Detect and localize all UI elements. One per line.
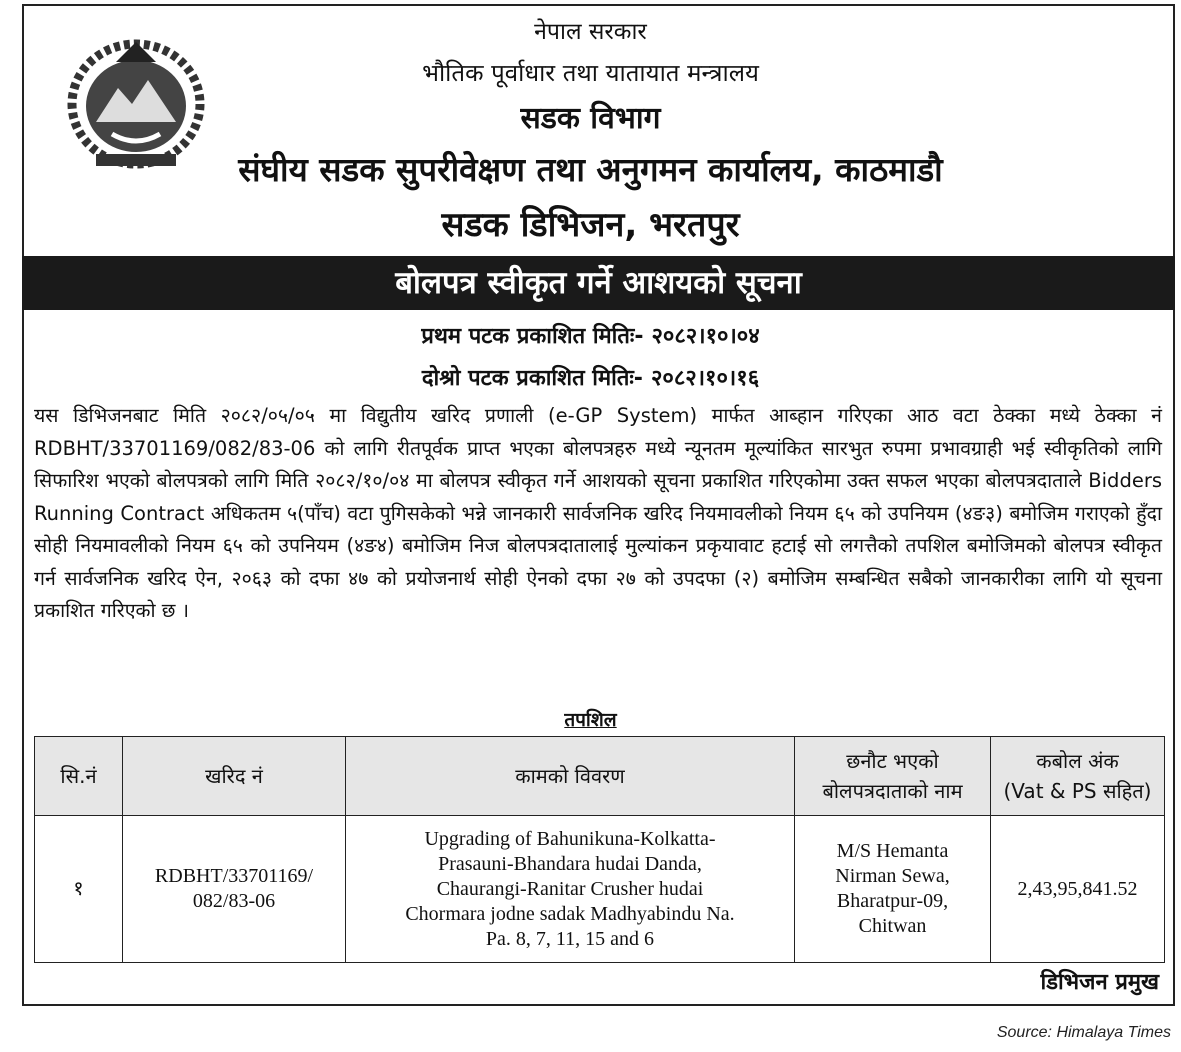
header-office: संघीय सडक सुपरीवेक्षण तथा अनुगमन कार्यालय, काठमाडौ (238, 150, 943, 189)
first-publication (0, 320, 1181, 350)
header-department: सडक विभाग (520, 101, 661, 136)
source-credit: Source: Himalaya Times (996, 1024, 1171, 1041)
second-publication-date: २०८२।१०।१६ (650, 366, 760, 391)
header-work-description: कामको विवरण (346, 737, 795, 816)
cell-sn: १ (35, 816, 123, 963)
header-sn: सि.नं (35, 737, 123, 816)
header-division: सडक डिभिजन, भरतपुर (441, 205, 740, 245)
schedule-table (34, 736, 1165, 963)
work-desc-line3: Chaurangi-Ranitar Crusher hudai (436, 877, 704, 900)
bidder-line3: Bharatpur-09, (836, 890, 949, 912)
notice-title-banner: बोलपत्र स्वीकृत गर्ने आशयको सूचना (22, 256, 1175, 310)
header-procurement-no: खरिद नं (123, 737, 346, 816)
work-desc-line2: Prasauni-Bhandara hudai Danda, (438, 852, 702, 875)
schedule-title: तपशिल (564, 709, 617, 731)
procurement-no-line1: RDBHT/33701169/ (154, 865, 314, 887)
signer-title: डिभिजन प्रमुख (1040, 970, 1159, 995)
header-bidder (795, 737, 991, 816)
header-bidder-line1: छनौट भएको (846, 749, 939, 773)
bidder-line2: Nirman Sewa, (835, 865, 950, 887)
cell-bidder (795, 816, 991, 963)
header-bidder-line2: बोलपत्रदाताको नाम (822, 779, 963, 803)
table-header-row (35, 737, 1165, 816)
cell-work-description (346, 816, 795, 963)
first-publication-date: २०८२।१०।०४ (651, 324, 760, 349)
bidder-line1: M/S Hemanta (836, 840, 949, 862)
bidder-line4: Chitwan (858, 915, 927, 937)
header-amount (991, 737, 1165, 816)
notice-body: यस डिभिजनबाट मिति २०८२/०५/०५ मा विद्युतीय खरिद प्रणाली (e-GP System) मार्फत आब्हान गरिएका आठ वटा ठेक्का मध्ये ठेक्का नं RDBHT/33701169/082/83-06 को लागि रीतपूर्वक प्राप्त भएका बोलपत्रहरु मध्ये न्यूनतम मूल्यांकित सारभुत रुपमा प्रभावग्राही भई स्वीकृतिको लागि सिफारिश भएको बोलपत्रको लागि मिति २०८२/१०/०४ मा बोलपत्र स्वीकृत गर्ने आशयको सूचना प्रकाशित गरिएकोमा उक्त सफल भएका बोलपत्रदाताले Bidders Running Contract अधिकतम ५(पाँच) वटा पुगिसकेको भन्ने जानकारी सार्वजनिक खरिद नियमावलीको नियम ६५ को उपनियम (४ङ३) बमोजिम गराएको हुँदा सोही नियमावलीको नियम ६५ को उपनियम (४ङ४) बमोजिम निज बोलपत्रदातालाई मुल्यांकन प्रकृयावाट हटाई सो लगत्तैको तपशिल बमोजिमको बोलपत्र स्वीकृत गर्न सार्वजनिक खरिद ऐन, २०६३ को दफा ४७ को प्रयोजनार्थ सोही ऐनको दफा २७ को उपदफा (२) बमोजिम सम्बन्धित सबैको जानकारीका लागि यो सूचना प्रकाशित गरिएको छ । (34, 404, 1162, 622)
header-ministry: भौतिक पूर्वाधार तथा यातायात मन्त्रालय (422, 59, 759, 87)
work-desc-line5: Pa. 8, 7, 11, 15 and 6 (485, 927, 655, 950)
header-amount-line2: (Vat & PS सहित) (1003, 779, 1152, 803)
cell-amount: 2,43,95,841.52 (991, 816, 1165, 963)
header-government: नेपाल सरकार (534, 19, 647, 45)
work-desc-line1: Upgrading of Bahunikuna-Kolkatta- (424, 827, 716, 850)
second-publication (0, 362, 1181, 392)
cell-procurement-no (123, 816, 346, 963)
procurement-no-line2: 082/83-06 (192, 890, 276, 912)
first-publication-label: प्रथम पटक प्रकाशित मितिः- (421, 324, 644, 349)
second-publication-label: दोश्रो पटक प्रकाशित मितिः- (421, 366, 643, 391)
header-amount-line1: कबोल अंक (1036, 749, 1119, 773)
work-desc-line4: Chormara jodne sadak Madhyabindu Na. (405, 902, 735, 925)
table-row (35, 816, 1165, 963)
